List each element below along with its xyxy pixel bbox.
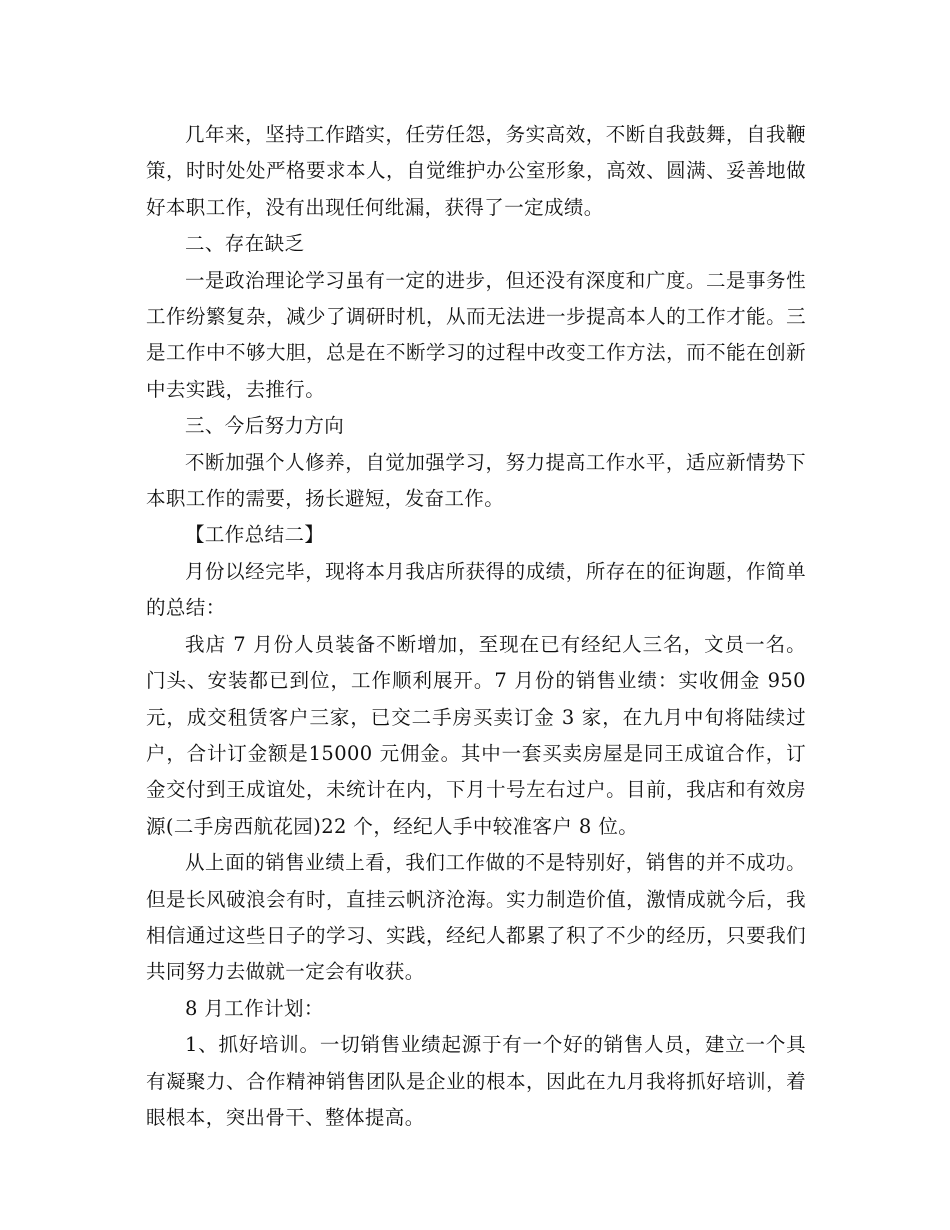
paragraph-reflection: 从上面的销售业绩上看，我们工作做的不是特别好，销售的并不成功。但是长风破浪会有时，直挂云帆济沧海。实力制造价值，激情成就今后，我相信通过这些日子的学习、实践，经纪人都累了积了不少的经历，只要我们共同努力去做就一定会有收获。	[146, 851, 806, 984]
section-heading-future-direction: 三、今后努力方向	[185, 414, 345, 438]
paragraph-shortcomings: 一是政治理论学习虽有一定的进步，但还没有深度和广度。二是事务性工作纷繁复杂，减少了调研时机，从而无法进一步提高本人的工作才能。三是工作中不够大胆，总是在不断学习的过程中改变工作方法，而不能在创新中去实践，去推行。	[146, 268, 806, 401]
paragraph-achievements: 几年来，坚持工作踏实，任劳任怨，务实高效，不断自我鼓舞，自我鞭策，时时处处严格要求本人，自觉维护办公室形象，高效、圆满、妥善地做好本职工作，没有出现任何纰漏，获得了一定成绩。	[146, 123, 806, 219]
paragraph-sales-performance: 我店 7 月份人员装备不断增加，至现在已有经纪人三名，文员一名。门头、安装都已到位，工作顺利展开。7 月份的销售业绩：实收佣金 950 元，成交租赁客户三家，已交二手房买卖订金 3 家，在九月中旬将陆续过户，合计订金额是15000 元佣金。其中一套买卖房屋是同王成谊合作，订金交付到王成谊处，未统计在内，下月十号左右过户。目前，我店和有效房源(二手房西航花园)22 个，经纪人手中较准客户 8 位。	[146, 632, 806, 838]
section-heading-summary-two: 【工作总结二】	[185, 523, 325, 547]
paragraph-future-direction: 不断加强个人修养，自觉加强学习，努力提高工作水平，适应新情势下本职工作的需要，扬长避短，发奋工作。	[146, 450, 806, 511]
document-body	[146, 117, 806, 1136]
paragraph-month-intro: 月份以经完毕，现将本月我店所获得的成绩，所存在的征询题，作简单的总结：	[146, 559, 806, 620]
section-heading-august-plan: 8 月工作计划：	[185, 996, 324, 1020]
paragraph-training-plan: 1、抓好培训。一切销售业绩起源于有一个好的销售人员，建立一个具有凝聚力、合作精神销售团队是企业的根本，因此在九月我将抓好培训，着眼根本，突出骨干、整体提高。	[146, 1033, 806, 1129]
section-heading-shortcomings: 二、存在缺乏	[185, 232, 305, 256]
